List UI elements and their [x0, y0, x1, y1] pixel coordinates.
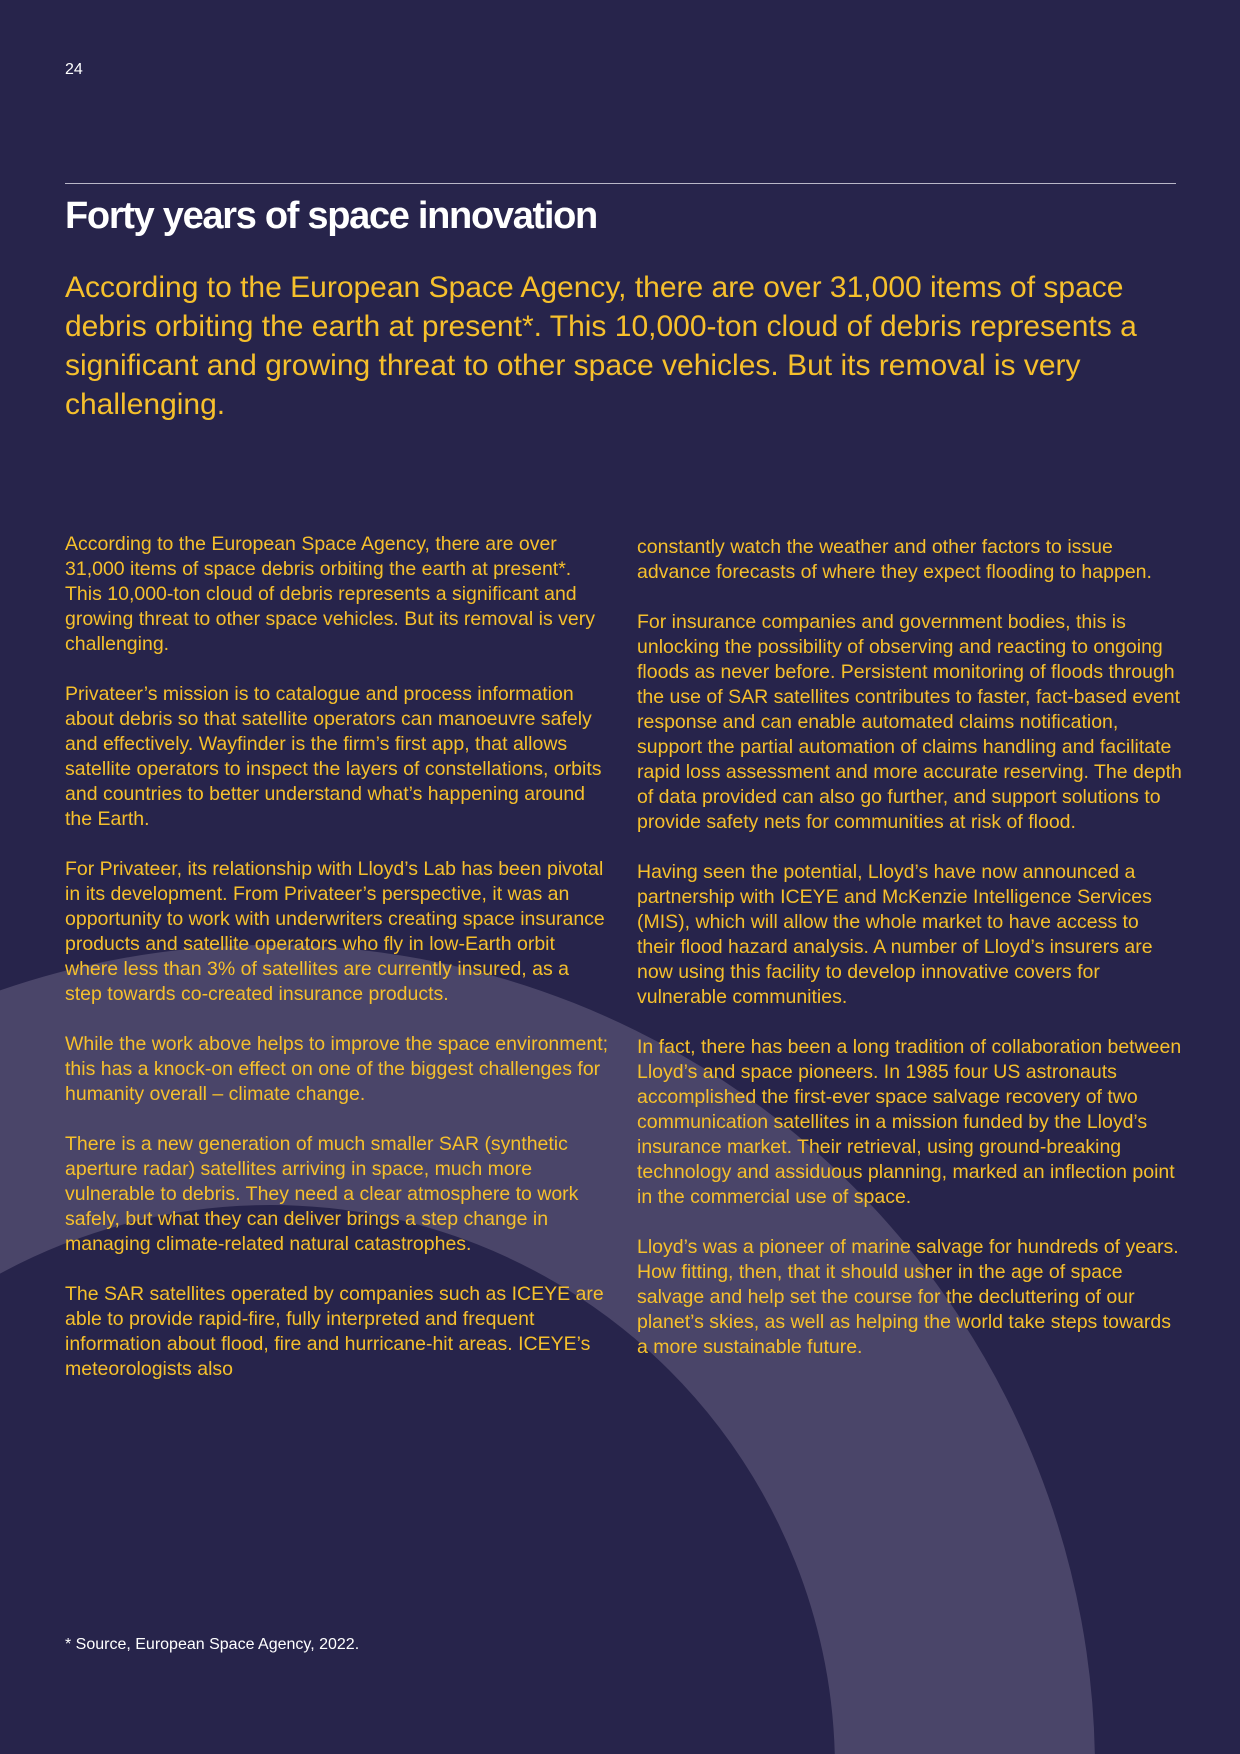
right-column	[637, 535, 1182, 1385]
intro-paragraph: According to the European Space Agency, there are over 31,000 items of space debris orbiting the earth at present*. This 10,000-ton cloud of debris represents a significant and growing threat to other space vehicles. But its removal is very challenging.	[65, 271, 1137, 421]
body-paragraph: constantly watch the weather and other factors to issue advance forecasts of where they expect flooding to happen.	[637, 536, 1152, 583]
body-paragraph: In fact, there has been a long tradition of collaboration between Lloyd’s and space pioneers. In 1985 four US astronauts accomplished the first-ever space salvage recovery of two communication satellites in a mission funded by the Lloyd’s insurance market. Their retrieval, using ground-breaking technology and assiduous planning, marked an inflection point in the commercial use of space.	[637, 1036, 1182, 1208]
body-paragraph: Lloyd’s was a pioneer of marine salvage for hundreds of years. How fitting, then, that it should usher in the age of space salvage and help set the course for the decluttering of our planet’s skies, as well as helping the world take steps towards a more sustainable future.	[637, 1236, 1179, 1358]
body-paragraph: For Privateer, its relationship with Lloyd’s Lab has been pivotal in its development. From Privateer’s perspective, it was an opportunity to work with underwriters creating space insurance products and satellite operators who fly in low-Earth orbit where less than 3% of satellites are currently insured, as a step towards co-created insurance products.	[65, 858, 605, 1005]
body-paragraph: Having seen the potential, Lloyd’s have now announced a partnership with ICEYE and McKenzie Intelligence Services (MIS), which will allow the whole market to have access to their flood hazard analysis. A number of Lloyd’s insurers are now using this facility to develop innovative covers for vulnerable communities.	[637, 861, 1153, 1008]
body-paragraph: According to the European Space Agency, there are over 31,000 items of space debris orbiting the earth at present*. This 10,000-ton cloud of debris represents a significant and growing threat to other space vehicles. But its removal is very challenging.	[65, 533, 595, 655]
body-paragraph: While the work above helps to improve the space environment; this has a knock-on effect on one of the biggest challenges for humanity overall – climate change.	[65, 1033, 609, 1105]
page-number: 24	[65, 61, 83, 78]
body-paragraph: There is a new generation of much smaller SAR (synthetic aperture radar) satellites arriving in space, much more vulnerable to debris. They need a clear atmosphere to work safely, but what they can deliver brings a step change in managing climate-related natural catastrophes.	[65, 1133, 579, 1255]
body-paragraph: Privateer’s mission is to catalogue and process information about debris so that satellite operators can manoeuvre safely and effectively. Wayfinder is the firm’s first app, that allows satellite operators to inspect the layers of constellations, orbits and countries to better understand what’s happening around the Earth.	[65, 683, 602, 830]
page-title: Forty years of space innovation	[65, 195, 597, 237]
footnote: * Source, European Space Agency, 2022.	[65, 1636, 360, 1653]
header-rule	[65, 183, 1176, 184]
body-paragraph: The SAR satellites operated by companies such as ICEYE are able to provide rapid-fire, fully interpreted and frequent information about flood, fire and hurricane-hit areas. ICEYE’s meteorologists also	[65, 1283, 604, 1380]
body-paragraph: For insurance companies and government bodies, this is unlocking the possibility of observing and reacting to ongoing floods as never before. Persistent monitoring of floods through the use of SAR satellites contributes to faster, fact-based event response and can enable automated claims notification, support the partial automation of claims handling and facilitate rapid loss assessment and more accurate reserving. The depth of data provided can also go further, and support solutions to provide safety nets for communities at risk of flood.	[637, 611, 1182, 833]
left-column	[65, 532, 610, 1407]
